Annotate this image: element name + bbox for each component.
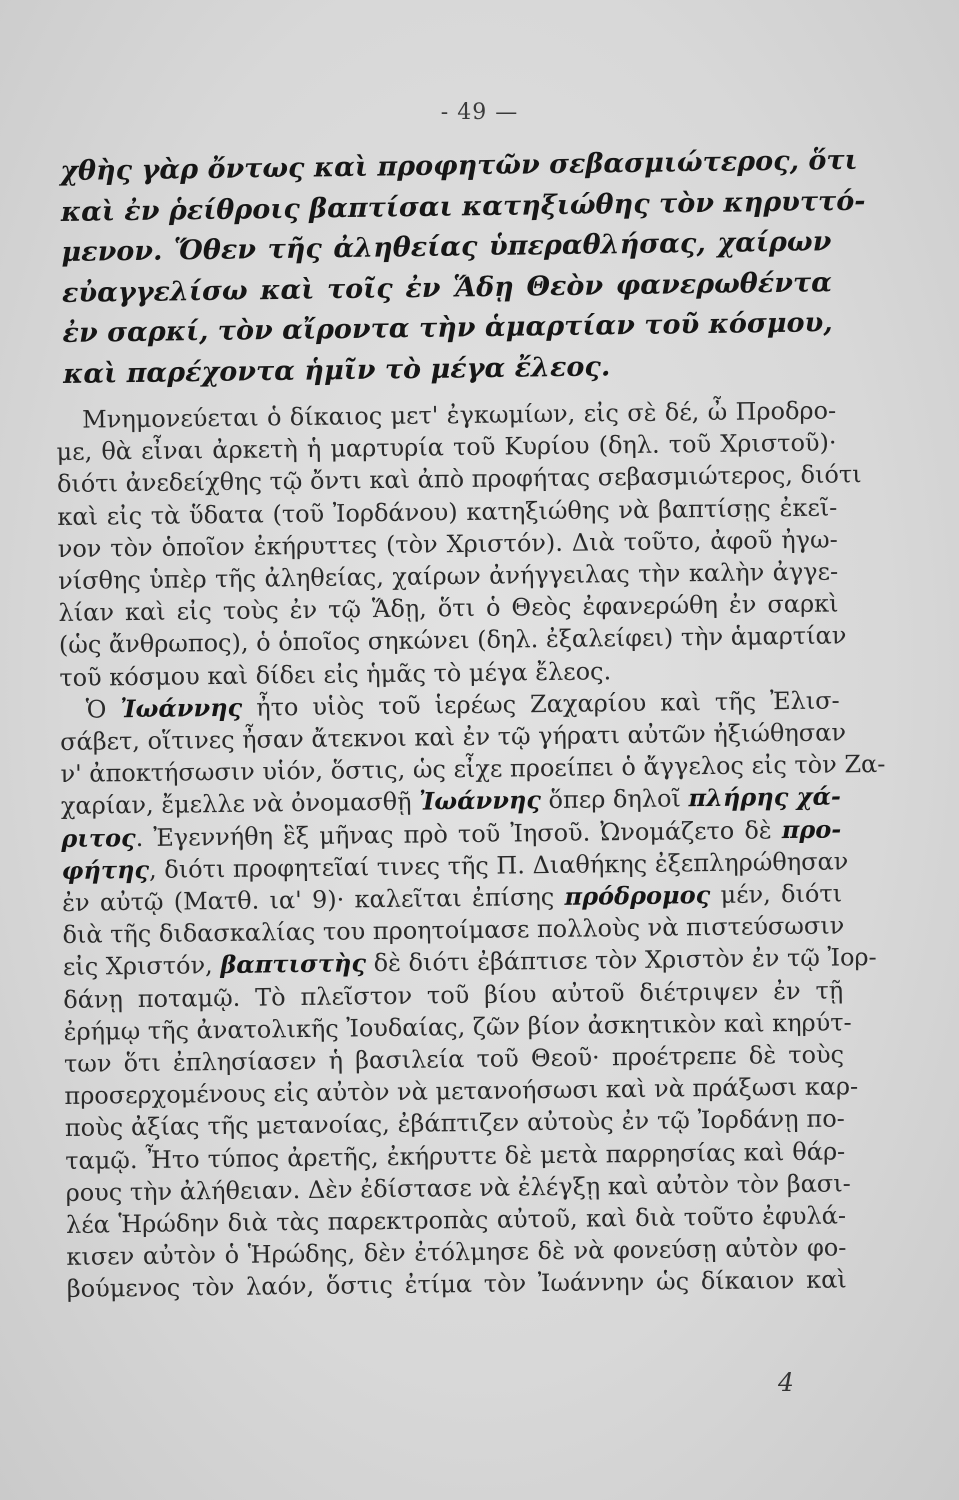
- hymn-line: καὶ παρέχοντα ἡμῖν τὸ μέγα ἔλεος.: [62, 350, 611, 390]
- signature-mark: 4: [778, 1368, 794, 1397]
- text-line: βούμενος τὸν λαόν, ὅστις ἐτίμα τὸν Ἰωάννην ὡς δίκαιον καὶ: [66, 1265, 847, 1304]
- text-line: λίαν καὶ εἰς τοὺς ἐν τῷ Ἅδῃ, ὅτι ὁ Θεὸς ἐφανερώθη ἐν σαρκὶ: [58, 589, 839, 628]
- text-line: με, θὰ εἶναι ἀρκετὴ ἡ μαρτυρία τοῦ Κυρίου (δηλ. τοῦ Χριστοῦ)·: [56, 428, 837, 467]
- emphasis-term: προ-: [781, 814, 842, 844]
- hymn-line: καὶ ἐν ῥείθροις βαπτίσαι κατηξιώθης τὸν κηρυττό-: [60, 185, 866, 228]
- text-line: διὰ τῆς διδασκαλίας του προητοίμασε πολλοὺς νὰ πιστεύσωσιν: [62, 911, 845, 950]
- emphasis-term: βαπτιστὴς: [220, 948, 367, 980]
- emphasis-name: Ἰωάννης: [418, 785, 542, 817]
- text-run: ὅπερ δηλοῖ: [540, 784, 689, 815]
- hymn-line: ἐν σαρκί, τὸν αἴροντα τὴν ἁμαρτίαν τοῦ κόσμου,: [62, 307, 833, 349]
- text-run: εἰς Χριστόν,: [62, 951, 221, 982]
- emphasis-term: πρόδρομος: [564, 880, 711, 911]
- text-line: ἐρήμῳ τῆς ἀνατολικῆς Ἰουδαίας, ζῶν βίον ἀσκητικὸν καὶ κηρύτ-: [63, 1008, 852, 1046]
- text-run: μέν, διότι: [710, 879, 843, 910]
- text-line: κισεν αὐτὸν ὁ Ἡρώδης, δὲν ἐτόλμησε δὲ νὰ φονεύσῃ αὐτὸν φο-: [66, 1233, 847, 1272]
- text-line: ταμῷ. Ἦτο τύπος ἀρετῆς, ἐκήρυττε δὲ μετὰ παρρησίας καὶ θάρ-: [65, 1137, 846, 1175]
- hymn-text: [60, 141, 866, 395]
- emphasis-name: Ἰωάννης: [120, 692, 243, 724]
- text-line: τοῦ κόσμου καὶ δίδει εἰς ἡμᾶς τὸ μέγα ἔλεος.: [59, 656, 612, 692]
- text-line: ν' ἀποκτήσωσιν υἱόν, ὅστις, ὡς εἶχε προείπει ὁ ἄγγελος εἰς τὸν Ζα-: [60, 750, 886, 789]
- text-line: δάνῃ ποταμῷ. Τὸ πλεῖστον τοῦ βίου αὐτοῦ διέτριψεν ἐν τῇ: [63, 976, 844, 1014]
- text-run: , διότι προφητεῖαί τινες τῆς Π. Διαθήκης ἐξεπληρώθησαν: [148, 847, 849, 884]
- hymn-line: μενον. Ὅθεν τῆς ἀληθείας ὑπεραθλήσας, χαίρων: [61, 226, 832, 268]
- text-line: νίσθης ὑπὲρ τῆς ἀληθείας, χαίρων ἀνήγγειλας τὴν καλὴν ἀγγε-: [57, 557, 839, 596]
- text-run: χαρίαν, ἔμελλε νὰ ὀνομασθῇ: [60, 788, 420, 821]
- text-line: Μνημονεύεται ὁ δίκαιος μετ' ἐγκωμίων, εἰς σὲ δέ, ὦ Προδρο-: [82, 396, 837, 434]
- text-run: δὲ διότι ἐβάπτισε τὸν Χριστὸν ἐν τῷ Ἰορ-: [365, 943, 877, 978]
- text-line: (ὡς ἄνθρωπος), ὁ ὁποῖος σηκώνει (δηλ. ἐξαλείφει) τὴν ἁμαρτίαν: [58, 621, 847, 660]
- emphasis-term: φήτης: [61, 854, 150, 885]
- text-run: ἐν αὐτῷ (Ματθ. ια' 9)· καλεῖται ἐπίσης: [61, 882, 565, 918]
- emphasis-term: ριτος: [61, 822, 136, 853]
- text-run: ἦτο υἱὸς τοῦ ἱερέως Ζαχαρίου καὶ τῆς Ἐλισ-: [242, 686, 840, 722]
- page-number: - 49 —: [440, 100, 519, 125]
- hymn-line: χθὴς γὰρ ὄντως καὶ προφητῶν σεβασμιώτερος, ὅτι: [60, 144, 858, 187]
- text-run: Ὁ: [85, 695, 121, 724]
- text-line: ποὺς ἀξίας τῆς μετανοίας, ἐβάπτιζεν αὐτοὺς ἐν τῷ Ἰορδάνῃ πο-: [64, 1104, 845, 1143]
- text-line: ρους τὴν ἀλήθειαν. Δὲν ἐδίστασε νὰ ἐλέγξῃ καὶ αὐτὸν τὸν βασι-: [65, 1169, 851, 1207]
- text-line: καὶ εἰς τὰ ὕδατα (τοῦ Ἰορδάνου) κατηξιώθης νὰ βαπτίσῃς ἐκεῖ-: [57, 493, 838, 531]
- text-line: προσερχομένους εἰς αὐτὸν νὰ μετανοήσωσι καὶ νὰ πράξωσι καρ-: [64, 1072, 859, 1111]
- hymn-line: εὐαγγελίσω καὶ τοῖς ἐν Ἅδῃ Θεὸν φανερωθέντα: [61, 266, 833, 309]
- commentary-text: [56, 394, 886, 1305]
- text-line: σάβετ, οἵτινες ἦσαν ἄτεκνοι καὶ ἐν τῷ γήρατι αὐτῶν ἠξιώθησαν: [59, 718, 847, 757]
- text-line: λέα Ἡρώδην διὰ τὰς παρεκτροπὰς αὐτοῦ, καὶ διὰ τοῦτο ἐφυλά-: [65, 1201, 847, 1240]
- text-line: νον τὸν ὁποῖον ἐκήρυττες (τὸν Χριστόν). Διὰ τοῦτο, ἀφοῦ ἠγω-: [57, 525, 838, 563]
- emphasis-term: πλήρης χά-: [688, 781, 842, 813]
- text-line: διότι ἀνεδείχθης τῷ ὄντι καὶ ἀπὸ προφήτας σεβασμιώτερος, διότι: [56, 460, 862, 499]
- text-run: . Ἐγεννήθη ἓξ μῆνας πρὸ τοῦ Ἰησοῦ. Ὠνομάζετο δὲ: [135, 815, 782, 852]
- text-line: των ὅτι ἐπλησίασεν ἡ βασιλεία τοῦ Θεοῦ· προέτρεπε δὲ τοὺς: [63, 1040, 845, 1079]
